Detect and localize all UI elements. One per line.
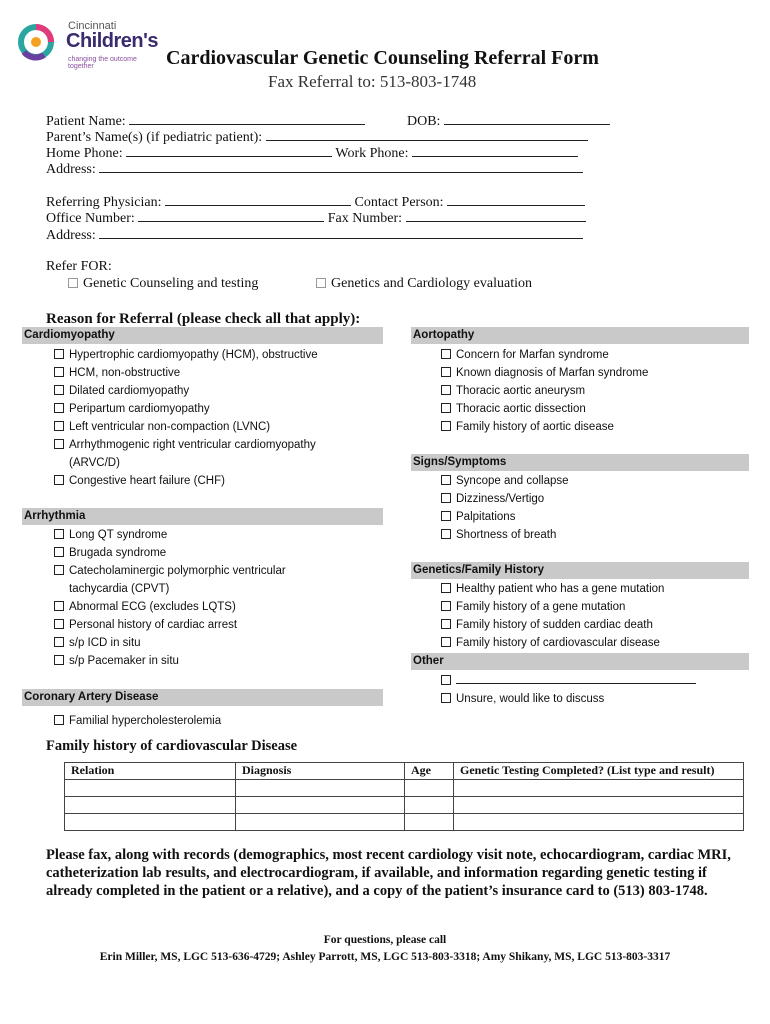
checkbox-item[interactable] <box>54 712 383 730</box>
checkbox-item[interactable] <box>54 436 383 454</box>
checkbox-item[interactable] <box>54 382 383 400</box>
family-history-table <box>64 762 744 831</box>
refer-option-cardiology[interactable] <box>316 276 532 292</box>
signs-header: Signs/Symptoms <box>411 454 749 471</box>
checkbox-item[interactable] <box>54 472 383 490</box>
checkbox-label: Long QT syndrome <box>69 529 168 541</box>
checkbox-item[interactable] <box>441 364 749 382</box>
checkbox-label: Arrhythmogenic right ventricular cardiomyopathy <box>69 439 316 451</box>
table-row <box>65 797 744 814</box>
fax-number-field[interactable] <box>406 209 586 222</box>
cardiomyopathy-list <box>22 344 383 490</box>
checkbox-item[interactable] <box>54 652 383 670</box>
checkbox-icon[interactable] <box>54 637 64 647</box>
checkbox-label: Hypertrophic cardiomyopathy (HCM), obstructive <box>69 349 318 361</box>
aortopathy-list <box>411 344 749 436</box>
reason-title: Reason for Referral (please check all that apply): <box>46 311 361 327</box>
col-diagnosis: Diagnosis <box>236 763 405 780</box>
contact-person-field[interactable] <box>447 193 585 206</box>
logo-line1: Cincinnati <box>68 20 117 32</box>
checkbox-item[interactable] <box>441 580 749 598</box>
col-age: Age <box>405 763 454 780</box>
table-cell[interactable] <box>236 797 405 814</box>
checkbox-label: tachycardia (CPVT) <box>69 583 170 595</box>
checkbox-label: Familial hypercholesterolemia <box>69 715 222 727</box>
checkbox-label: HCM, non-obstructive <box>69 367 181 379</box>
checkbox-icon[interactable] <box>441 367 451 377</box>
checkbox-icon[interactable] <box>441 637 451 647</box>
table-cell[interactable] <box>405 797 454 814</box>
home-phone-label: Home Phone: <box>46 146 123 161</box>
checkbox-item <box>54 454 383 472</box>
col-relation: Relation <box>65 763 236 780</box>
dob-field[interactable] <box>444 112 610 125</box>
checkbox-icon[interactable] <box>54 547 64 557</box>
office-number-row <box>46 209 586 227</box>
refer-for-label: Refer FOR: <box>46 259 112 274</box>
checkbox-item[interactable] <box>54 364 383 382</box>
checkbox-item[interactable] <box>441 400 749 418</box>
checkbox-label: Personal history of cardiac arrest <box>69 619 238 631</box>
checkbox-item <box>54 580 383 598</box>
checkbox-label: Dilated cardiomyopathy <box>69 385 190 397</box>
checkbox-label: Catecholaminergic polymorphic ventricular <box>69 565 286 577</box>
checkbox-label: Known diagnosis of Marfan syndrome <box>456 367 649 379</box>
table-row <box>65 780 744 797</box>
cincinnati-childrens-logo <box>16 16 156 68</box>
logo-line2: Children's <box>66 30 158 52</box>
table-cell[interactable] <box>454 814 744 831</box>
arrhythmia-header: Arrhythmia <box>22 508 383 525</box>
checkbox-item[interactable] <box>441 598 749 616</box>
fax-instructions: Please fax, along with records (demographics, most recent cardiology visit note, echocardiogram, cardiac MRI, catheterization lab results, and electrocardiogram, if available, and information regarding genetic testing if already completed in the patient or a relative), and a copy of the patient’s insurance card to (513) 803-1748. <box>46 847 731 899</box>
table-cell[interactable] <box>405 814 454 831</box>
cad-list <box>22 706 383 730</box>
patient-name-field[interactable] <box>129 112 365 125</box>
fax-referral: Fax Referral to: 513-803-1748 <box>268 72 477 91</box>
checkbox-item[interactable] <box>441 472 749 490</box>
form-title: Cardiovascular Genetic Counseling Referral Form <box>166 47 599 69</box>
checkbox-icon[interactable] <box>441 529 451 539</box>
checkbox-item[interactable] <box>441 346 749 364</box>
checkbox-item[interactable] <box>441 418 749 436</box>
col-genetic-testing: Genetic Testing Completed? (List type and result) <box>454 763 744 780</box>
checkbox-label: (ARVC/D) <box>69 457 120 469</box>
checkbox-item[interactable] <box>54 544 383 562</box>
contacts-line: Erin Miller, MS, LGC 513-636-4729; Ashley Parrott, MS, LGC 513-803-3318; Amy Shikany, MS, LGC 513-803-3317 <box>99 951 671 963</box>
checkbox-icon[interactable] <box>54 565 64 575</box>
checkbox-label: Shortness of breath <box>456 529 557 541</box>
other-list <box>411 670 749 708</box>
checkbox-label: Abnormal ECG (excludes LQTS) <box>69 601 236 613</box>
checkbox-icon[interactable] <box>54 439 64 449</box>
checkbox-label: Concern for Marfan syndrome <box>456 349 609 361</box>
parents-field[interactable] <box>266 128 588 141</box>
checkbox-item[interactable] <box>441 671 749 690</box>
table-header-row <box>65 763 744 780</box>
office-number-label: Office Number: <box>46 211 135 226</box>
other-section <box>411 653 749 708</box>
checkbox-item[interactable] <box>54 562 383 580</box>
checkbox-label: Left ventricular non-compaction (LVNC) <box>69 421 271 433</box>
checkbox-label: Congestive heart failure (CHF) <box>69 475 225 487</box>
checkbox-icon[interactable] <box>441 421 451 431</box>
checkbox-icon[interactable] <box>441 693 451 703</box>
patient-name-label: Patient Name: <box>46 114 126 129</box>
questions-label: For questions, please call <box>323 934 447 946</box>
checkbox-item[interactable] <box>441 616 749 634</box>
table-cell[interactable] <box>454 797 744 814</box>
checkbox-icon[interactable] <box>441 403 451 413</box>
checkbox-icon[interactable] <box>54 349 64 359</box>
checkbox-label: Healthy patient who has a gene mutation <box>456 583 665 595</box>
checkbox-label: Unsure, would like to discuss <box>456 693 605 705</box>
checkbox-icon[interactable] <box>54 529 64 539</box>
checkbox-label: Family history of cardiovascular disease <box>456 637 660 649</box>
checkbox-label: Brugada syndrome <box>69 547 167 559</box>
other-header: Other <box>411 653 749 670</box>
checkbox-label: s/p Pacemaker in situ <box>69 655 179 667</box>
signs-section <box>411 454 749 544</box>
table-row <box>65 814 744 831</box>
referring-physician-field[interactable] <box>165 193 351 206</box>
aortopathy-section <box>411 327 749 436</box>
checkbox-item[interactable] <box>54 616 383 634</box>
checkbox-item[interactable] <box>54 400 383 418</box>
checkbox-label: Palpitations <box>456 511 516 523</box>
checkbox-label: Thoracic aortic dissection <box>456 403 586 415</box>
table-cell[interactable] <box>65 797 236 814</box>
checkbox-item[interactable] <box>441 490 749 508</box>
refer-option-counseling[interactable] <box>68 276 258 292</box>
patient-address-field[interactable] <box>99 160 583 173</box>
logo-tagline: changing the outcome together <box>68 56 137 70</box>
other-specify-field[interactable] <box>456 671 696 684</box>
checkbox-icon[interactable] <box>54 475 64 485</box>
dob-label: DOB: <box>407 114 441 129</box>
checkbox-item[interactable] <box>441 690 749 708</box>
checkbox-icon[interactable] <box>54 619 64 629</box>
checkbox-icon[interactable] <box>441 493 451 503</box>
signs-list <box>411 471 749 544</box>
referring-physician-label: Referring Physician: <box>46 195 162 210</box>
checkbox-icon[interactable] <box>441 385 451 395</box>
checkbox-label: Family history of sudden cardiac death <box>456 619 653 631</box>
checkbox-icon[interactable] <box>68 278 78 288</box>
checkbox-label: Syncope and collapse <box>456 475 569 487</box>
checkbox-label: Family history of a gene mutation <box>456 601 626 613</box>
refer-option-cardiology-label: Genetics and Cardiology evaluation <box>331 276 532 291</box>
cardiomyopathy-header: Cardiomyopathy <box>22 327 383 344</box>
checkbox-icon[interactable] <box>316 278 326 288</box>
physician-address-field[interactable] <box>99 226 583 239</box>
refer-option-counseling-label: Genetic Counseling and testing <box>83 276 259 291</box>
checkbox-item[interactable] <box>441 508 749 526</box>
checkbox-icon[interactable] <box>441 349 451 359</box>
checkbox-item[interactable] <box>54 634 383 652</box>
checkbox-icon[interactable] <box>54 403 64 413</box>
checkbox-label: Dizziness/Vertigo <box>456 493 545 505</box>
work-phone-label: Work Phone: <box>335 146 409 161</box>
table-cell[interactable] <box>65 814 236 831</box>
checkbox-icon[interactable] <box>54 601 64 611</box>
checkbox-label: s/p ICD in situ <box>69 637 141 649</box>
table-cell[interactable] <box>236 814 405 831</box>
checkbox-item[interactable] <box>54 526 383 544</box>
cad-section <box>22 689 383 730</box>
fax-number-label: Fax Number: <box>327 211 403 226</box>
checkbox-icon[interactable] <box>441 619 451 629</box>
checkbox-label: Peripartum cardiomyopathy <box>69 403 210 415</box>
checkbox-item[interactable] <box>441 634 749 652</box>
physician-address-label: Address: <box>46 228 96 243</box>
table-cell[interactable] <box>405 780 454 797</box>
contact-person-label: Contact Person: <box>354 195 444 210</box>
checkbox-item[interactable] <box>54 598 383 616</box>
home-phone-field[interactable] <box>126 144 332 157</box>
checkbox-icon[interactable] <box>441 475 451 485</box>
checkbox-icon[interactable] <box>54 367 64 377</box>
checkbox-label: Thoracic aortic aneurysm <box>456 385 586 397</box>
checkbox-icon[interactable] <box>54 715 64 725</box>
checkbox-item[interactable] <box>54 346 383 364</box>
arrhythmia-section <box>22 508 383 670</box>
checkbox-label: Family history of aortic disease <box>456 421 614 433</box>
checkbox-icon[interactable] <box>54 385 64 395</box>
table-cell[interactable] <box>65 780 236 797</box>
checkbox-item[interactable] <box>441 526 749 544</box>
checkbox-icon[interactable] <box>441 583 451 593</box>
work-phone-field[interactable] <box>412 144 578 157</box>
checkbox-icon[interactable] <box>441 675 451 685</box>
table-cell[interactable] <box>454 780 744 797</box>
cardiomyopathy-section <box>22 327 383 490</box>
logo-mark-icon <box>16 16 64 68</box>
patient-address-row <box>46 160 583 178</box>
checkbox-icon[interactable] <box>54 655 64 665</box>
family-history-title: Family history of cardiovascular Disease <box>46 738 298 754</box>
arrhythmia-list <box>22 525 383 670</box>
checkbox-item[interactable] <box>54 418 383 436</box>
patient-address-label: Address: <box>46 162 96 177</box>
genetics-section <box>411 562 749 652</box>
cad-header: Coronary Artery Disease <box>22 689 383 706</box>
table-cell[interactable] <box>236 780 405 797</box>
checkbox-icon[interactable] <box>441 511 451 521</box>
checkbox-icon[interactable] <box>441 601 451 611</box>
physician-address-row <box>46 226 583 244</box>
checkbox-item[interactable] <box>441 382 749 400</box>
aortopathy-header: Aortopathy <box>411 327 749 344</box>
parents-label: Parent’s Name(s) (if pediatric patient): <box>46 130 263 145</box>
genetics-header: Genetics/Family History <box>411 562 749 579</box>
genetics-list <box>411 579 749 652</box>
checkbox-icon[interactable] <box>54 421 64 431</box>
office-number-field[interactable] <box>138 209 324 222</box>
